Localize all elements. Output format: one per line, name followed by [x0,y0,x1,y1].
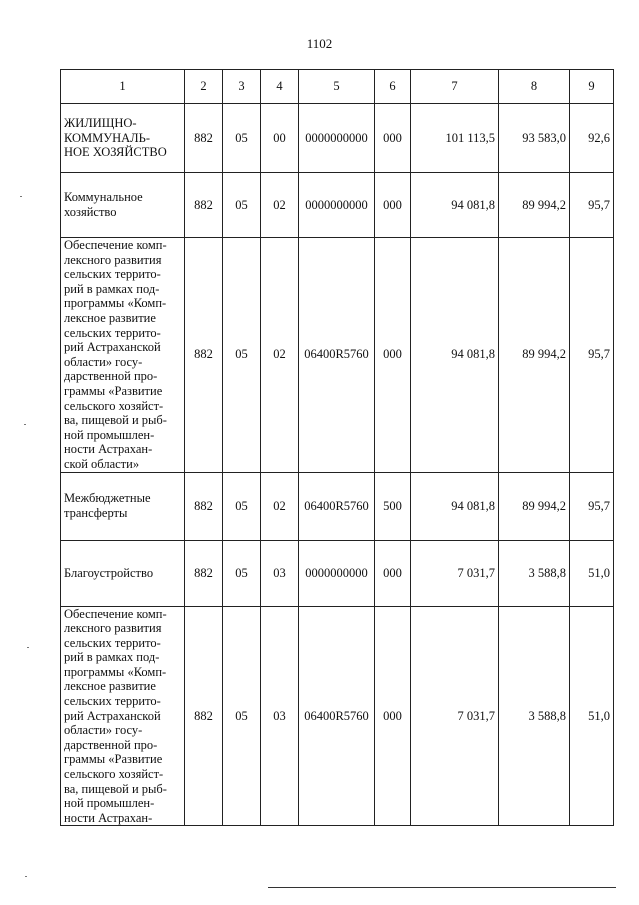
header-cell: 2 [185,70,223,104]
target-item-cell: 06400R5760 [299,606,375,826]
expense-type-cell: 000 [375,173,411,238]
row-name-cell: Обеспечение комп- лексного развития сельских террито- рий в рамках под- программы «Комп- лексное развитие сельских террито- рий Астраханской области» госу- дарственной про- граммы «Развитие сельского хозяйст- ва, пищевой и рыб- ной промышлен- ности Астрахан- [61,606,185,826]
bottom-rule [268,887,616,888]
target-item-cell: 0000000000 [299,104,375,173]
row-name-cell: Межбюджетные трансферты [61,472,185,540]
row-name-cell: Коммунальное хозяйство [61,173,185,238]
header-cell: 7 [411,70,499,104]
section-code-cell: 05 [223,104,261,173]
expense-type-cell: 000 [375,540,411,606]
planned-amount-cell: 94 081,8 [411,472,499,540]
table-row [61,104,614,173]
ved-code-cell: 882 [185,173,223,238]
table-row [61,472,614,540]
header-row [61,70,614,104]
actual-amount-cell: 89 994,2 [499,173,570,238]
header-cell: 4 [261,70,299,104]
planned-amount-cell: 101 113,5 [411,104,499,173]
planned-amount-cell: 94 081,8 [411,238,499,473]
target-item-cell: 0000000000 [299,540,375,606]
expense-type-cell: 000 [375,104,411,173]
header-cell: 9 [570,70,614,104]
table-row [61,238,614,473]
subsection-code-cell: 02 [261,173,299,238]
expense-type-cell: 000 [375,238,411,473]
actual-amount-cell: 89 994,2 [499,238,570,473]
scan-speck [20,196,22,197]
budget-table [60,69,614,826]
header-cell: 6 [375,70,411,104]
percent-cell: 92,6 [570,104,614,173]
expense-type-cell: 000 [375,606,411,826]
table-row [61,540,614,606]
expense-type-cell: 500 [375,472,411,540]
header-cell: 8 [499,70,570,104]
section-code-cell: 05 [223,606,261,826]
ved-code-cell: 882 [185,606,223,826]
row-name-cell: Обеспечение комп- лексного развития сельских террито- рий в рамках под- программы «Комп- лексное развитие сельских террито- рий Астраханской области» госу- дарственной про- граммы «Развитие сельского хозяйст- ва, пищевой и рыб- ной промышлен- ности Астрахан- ской области» [61,238,185,473]
target-item-cell: 0000000000 [299,173,375,238]
planned-amount-cell: 7 031,7 [411,540,499,606]
subsection-code-cell: 03 [261,540,299,606]
ved-code-cell: 882 [185,472,223,540]
header-cell: 5 [299,70,375,104]
percent-cell: 95,7 [570,472,614,540]
percent-cell: 51,0 [570,540,614,606]
planned-amount-cell: 7 031,7 [411,606,499,826]
header-cell: 1 [61,70,185,104]
actual-amount-cell: 3 588,8 [499,540,570,606]
table-row [61,173,614,238]
actual-amount-cell: 93 583,0 [499,104,570,173]
ved-code-cell: 882 [185,104,223,173]
header-cell: 3 [223,70,261,104]
row-name-cell: Благоустройство [61,540,185,606]
subsection-code-cell: 02 [261,472,299,540]
scan-speck [25,876,27,877]
actual-amount-cell: 89 994,2 [499,472,570,540]
row-name-cell: ЖИЛИЩНО- КОММУНАЛЬ- НОЕ ХОЗЯЙСТВО [61,104,185,173]
planned-amount-cell: 94 081,8 [411,173,499,238]
target-item-cell: 06400R5760 [299,472,375,540]
section-code-cell: 05 [223,472,261,540]
percent-cell: 95,7 [570,173,614,238]
section-code-cell: 05 [223,540,261,606]
section-code-cell: 05 [223,173,261,238]
actual-amount-cell: 3 588,8 [499,606,570,826]
scan-speck [27,647,29,648]
subsection-code-cell: 02 [261,238,299,473]
percent-cell: 95,7 [570,238,614,473]
section-code-cell: 05 [223,238,261,473]
subsection-code-cell: 03 [261,606,299,826]
target-item-cell: 06400R5760 [299,238,375,473]
table-row [61,606,614,826]
ved-code-cell: 882 [185,540,223,606]
page-number: 1102 [306,36,333,51]
ved-code-cell: 882 [185,238,223,473]
subsection-code-cell: 00 [261,104,299,173]
scan-speck [24,424,26,425]
percent-cell: 51,0 [570,606,614,826]
